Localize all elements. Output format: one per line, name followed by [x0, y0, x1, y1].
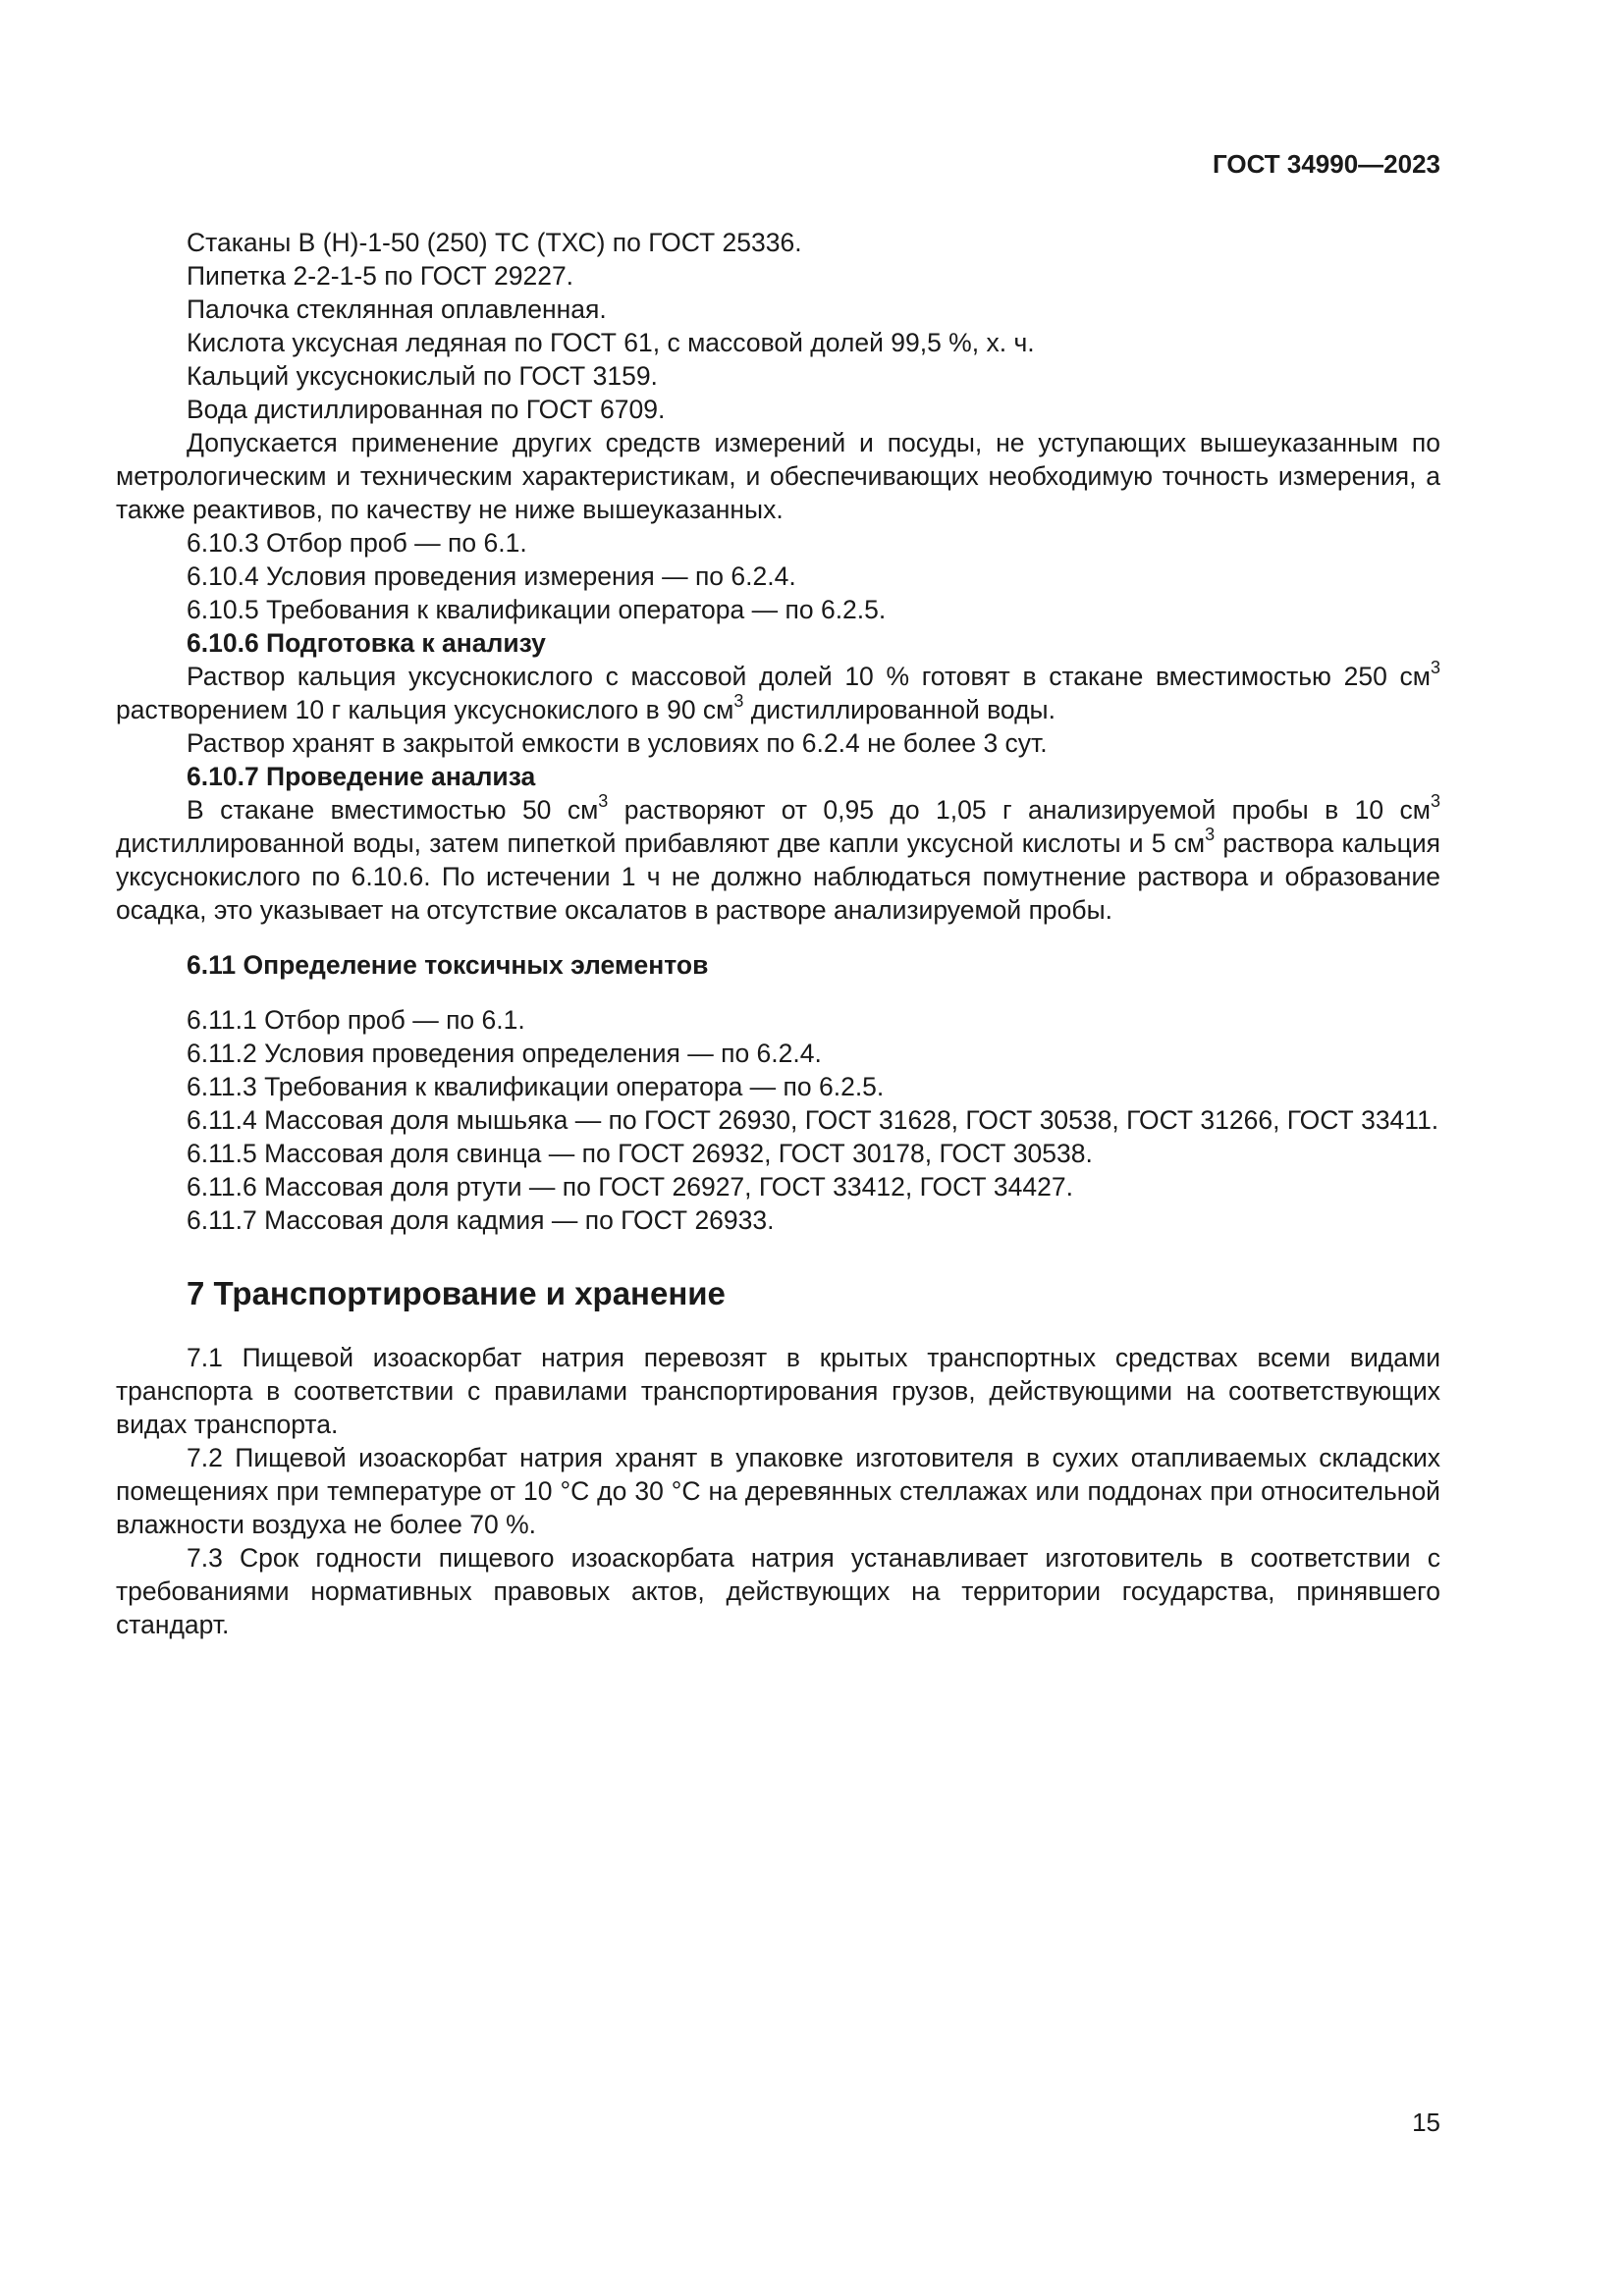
paragraph-storage: Раствор хранят в закрытой емкости в условиях по 6.2.4 не более 3 сут. — [187, 728, 1048, 758]
text-fragment: В стакане вместимостью 50 см — [187, 795, 599, 825]
clause-6-11-4: 6.11.4 Массовая доля мышьяка — по ГОСТ 26930, ГОСТ 31628, ГОСТ 30538, ГОСТ 31266, ГОСТ 33411. — [187, 1105, 1439, 1135]
paragraph-allowance: Допускается применение других средств измерений и посуды, не уступающих вышеуказанным по метрологическим и техническим характеристикам, и обеспечивающих необходимую точность измерения, а также реактивов, по качеству не ниже вышеуказанных. — [116, 428, 1440, 524]
clause-6-10-5: 6.10.5 Требования к квалификации оператора — по 6.2.5. — [187, 595, 887, 624]
section-7-title: 7 Транспортирование и хранение — [187, 1275, 726, 1311]
text-fragment: раствора кальция уксуснокислого по 6.10.6. По истечении 1 ч не должно наблюдаться помутнение раствора и образование осадка, это указывает на отсутствие оксалатов в растворе анализируемой пробы. — [116, 828, 1440, 925]
text-fragment: дистиллированной воды. — [743, 695, 1056, 724]
superscript: 3 — [1430, 791, 1440, 812]
page-number: 15 — [1412, 2108, 1440, 2137]
equipment-line: Стаканы В (Н)-1-50 (250) ТС (ТХС) по ГОСТ 25336. — [187, 228, 802, 257]
equipment-line: Вода дистиллированная по ГОСТ 6709. — [187, 395, 666, 424]
clause-6-11-1: 6.11.1 Отбор проб — по 6.1. — [187, 1005, 525, 1035]
clause-6-11-2: 6.11.2 Условия проведения определения — по 6.2.4. — [187, 1039, 822, 1068]
heading-6-10-6: 6.10.6 Подготовка к анализу — [187, 628, 546, 658]
clause-6-11-3: 6.11.3 Требования к квалификации оператора — по 6.2.5. — [187, 1072, 885, 1101]
clause-6-11-5: 6.11.5 Массовая доля свинца — по ГОСТ 26932, ГОСТ 30178, ГОСТ 30538. — [187, 1139, 1093, 1168]
heading-6-10-7: 6.10.7 Проведение анализа — [187, 762, 536, 791]
clause-6-10-3: 6.10.3 Отбор проб — по 6.1. — [187, 528, 527, 558]
equipment-line: Кислота уксусная ледяная по ГОСТ 61, с массовой долей 99,5 %, х. ч. — [187, 328, 1035, 357]
clause-6-10-4: 6.10.4 Условия проведения измерения — по 6.2.4. — [187, 561, 796, 591]
text-fragment: растворением 10 г кальция уксуснокислого в 90 см — [116, 695, 734, 724]
text-fragment: дистиллированной воды, затем пипеткой прибавляют две капли уксусной кислоты и 5 см — [116, 828, 1206, 858]
heading-6-11: 6.11 Определение токсичных элементов — [187, 950, 709, 980]
document-body — [116, 226, 1440, 1641]
paragraph-preparation — [116, 660, 1440, 726]
clause-7-2: 7.2 Пищевой изоаскорбат натрия хранят в упаковке изготовителя в сухих отапливаемых складских помещениях при температуре от 10 °С до 30 °С на деревянных стеллажах или поддонах при относительной влажности воздуха не более 70 %. — [116, 1443, 1440, 1539]
superscript: 3 — [733, 691, 744, 712]
text-fragment: Раствор кальция уксуснокислого с массовой долей 10 % готовят в стакане вместимостью 250 см — [187, 662, 1431, 691]
clause-7-1: 7.1 Пищевой изоаскорбат натрия перевозят в крытых транспортных средствах всеми видами транспорта в соответствии с правилами транспортирования грузов, действующими на соответствующих видах транспорта. — [116, 1343, 1440, 1439]
clause-6-11-6: 6.11.6 Массовая доля ртути — по ГОСТ 26927, ГОСТ 33412, ГОСТ 34427. — [187, 1172, 1073, 1201]
text-fragment: растворяют от 0,95 до 1,05 г анализируемой пробы в 10 см — [608, 795, 1431, 825]
equipment-line: Пипетка 2-2-1-5 по ГОСТ 29227. — [187, 261, 574, 291]
equipment-line: Кальций уксуснокислый по ГОСТ 3159. — [187, 361, 658, 391]
superscript: 3 — [1205, 825, 1216, 845]
clause-6-11-7: 6.11.7 Массовая доля кадмия — по ГОСТ 26933. — [187, 1205, 775, 1235]
superscript: 3 — [1430, 658, 1440, 678]
superscript: 3 — [598, 791, 609, 812]
equipment-line: Палочка стеклянная оплавленная. — [187, 294, 607, 324]
clause-7-3: 7.3 Срок годности пищевого изоаскорбата натрия устанавливает изготовитель в соответствии с требованиями нормативных правовых актов, действующих на территории государства, принявшего стандарт. — [116, 1543, 1440, 1639]
document-header: ГОСТ 34990—2023 — [1213, 149, 1440, 179]
paragraph-analysis — [116, 793, 1440, 927]
